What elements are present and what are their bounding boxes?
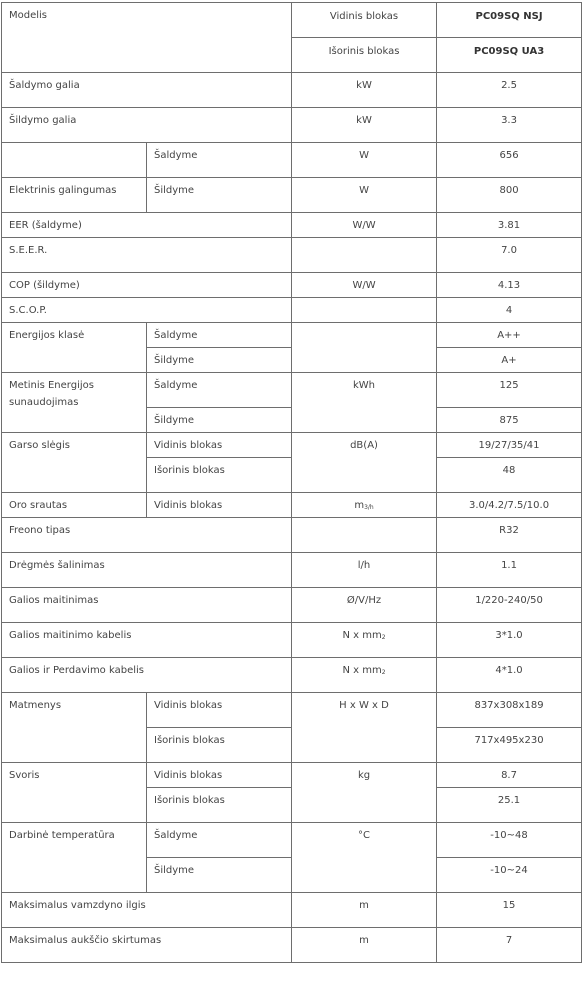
row-value: 4 <box>437 298 582 323</box>
table-row <box>2 143 582 178</box>
row-value: 3*1.0 <box>437 623 582 658</box>
row-unit: W <box>292 143 437 178</box>
row-unit: °C <box>292 823 437 893</box>
row-label: Galios maitinimo kabelis <box>2 623 292 658</box>
row-value: 25.1 <box>437 788 582 823</box>
row-label: Darbinė temperatūra <box>2 823 147 893</box>
unit-main: N x mm <box>342 630 382 641</box>
row-value: 2.5 <box>437 73 582 108</box>
row-unit-empty <box>292 298 437 323</box>
row-label: Matmenys <box>2 693 147 763</box>
row-label: S.C.O.P. <box>2 298 292 323</box>
row-value: 125 <box>437 373 582 408</box>
row-unit <box>292 658 437 693</box>
row-sublabel: Išorinis blokas <box>147 728 292 763</box>
row-label: Maksimalus aukščio skirtumas <box>2 928 292 963</box>
unit-sub: 2 <box>381 669 386 676</box>
table-row <box>2 658 582 693</box>
row-unit: m <box>292 928 437 963</box>
unit-main: N x mm <box>342 665 382 676</box>
row-unit: H x W x D <box>292 693 437 763</box>
table-row <box>2 73 582 108</box>
row-value: 7.0 <box>437 238 582 273</box>
row-value: 3.81 <box>437 213 582 238</box>
row-label: Svoris <box>2 763 147 823</box>
row-value: 1.1 <box>437 553 582 588</box>
table-row <box>2 373 582 408</box>
row-value: 48 <box>437 458 582 493</box>
row-unit: kg <box>292 763 437 823</box>
row-value: 656 <box>437 143 582 178</box>
model-label: Modelis <box>2 3 292 73</box>
row-label: Oro srautas <box>2 493 147 518</box>
indoor-model: PC09SQ NSJ <box>437 3 582 38</box>
row-label: COP (šildyme) <box>2 273 292 298</box>
table-row <box>2 588 582 623</box>
row-value: 837x308x189 <box>437 693 582 728</box>
row-unit: kW <box>292 73 437 108</box>
row-unit: kW <box>292 108 437 143</box>
row-label: Elektrinis galingumas <box>2 178 147 213</box>
row-value: 800 <box>437 178 582 213</box>
row-sublabel: Šildyme <box>147 178 292 213</box>
row-unit: l/h <box>292 553 437 588</box>
indoor-label: Vidinis blokas <box>292 3 437 38</box>
row-unit: m <box>292 893 437 928</box>
row-value: 4*1.0 <box>437 658 582 693</box>
row-value: 15 <box>437 893 582 928</box>
table-row <box>2 178 582 213</box>
row-unit-empty <box>292 518 437 553</box>
row-value: 3.0/4.2/7.5/10.0 <box>437 493 582 518</box>
row-unit: Ø/V/Hz <box>292 588 437 623</box>
unit-main: m <box>354 500 365 511</box>
row-value: 3.3 <box>437 108 582 143</box>
table-row <box>2 238 582 273</box>
row-value: 875 <box>437 408 582 433</box>
row-unit: dB(A) <box>292 433 437 493</box>
spec-table <box>1 2 582 963</box>
row-label: Galios ir Perdavimo kabelis <box>2 658 292 693</box>
row-sublabel: Vidinis blokas <box>147 763 292 788</box>
row-unit-empty <box>292 238 437 273</box>
row-unit: W/W <box>292 213 437 238</box>
row-label: Šildymo galia <box>2 108 292 143</box>
row-unit: W/W <box>292 273 437 298</box>
outdoor-model: PC09SQ UA3 <box>437 38 582 73</box>
row-sublabel: Šildyme <box>147 858 292 893</box>
row-value: 1/220-240/50 <box>437 588 582 623</box>
row-sublabel: Šaldyme <box>147 143 292 178</box>
row-sublabel: Šaldyme <box>147 373 292 408</box>
table-row <box>2 3 582 38</box>
row-label: Garso slėgis <box>2 433 147 493</box>
row-label: Metinis Energijos sunaudojimas <box>2 373 147 433</box>
row-sublabel: Vidinis blokas <box>147 693 292 728</box>
table-row <box>2 693 582 728</box>
row-label: Šaldymo galia <box>2 73 292 108</box>
row-unit: kWh <box>292 373 437 433</box>
outdoor-label: Išorinis blokas <box>292 38 437 73</box>
row-label: Energijos klasė <box>2 323 147 373</box>
row-value: R32 <box>437 518 582 553</box>
table-row <box>2 433 582 458</box>
unit-sub: 2 <box>381 634 386 641</box>
table-row <box>2 893 582 928</box>
row-label: EER (šaldyme) <box>2 213 292 238</box>
row-sublabel: Vidinis blokas <box>147 433 292 458</box>
row-unit-empty <box>292 323 437 373</box>
row-unit <box>292 493 437 518</box>
table-row <box>2 273 582 298</box>
table-row <box>2 323 582 348</box>
row-value: 8.7 <box>437 763 582 788</box>
row-label: S.E.E.R. <box>2 238 292 273</box>
table-row <box>2 823 582 858</box>
row-value: 717x495x230 <box>437 728 582 763</box>
row-value: -10~48 <box>437 823 582 858</box>
table-row <box>2 493 582 518</box>
row-sublabel: Vidinis blokas <box>147 493 292 518</box>
row-unit <box>292 623 437 658</box>
table-row <box>2 928 582 963</box>
row-label: Galios maitinimas <box>2 588 292 623</box>
row-sublabel: Šildyme <box>147 348 292 373</box>
row-sublabel: Šildyme <box>147 408 292 433</box>
row-sublabel: Išorinis blokas <box>147 788 292 823</box>
row-sublabel: Šaldyme <box>147 323 292 348</box>
table-row <box>2 298 582 323</box>
row-value: 7 <box>437 928 582 963</box>
row-unit: W <box>292 178 437 213</box>
table-row <box>2 763 582 788</box>
row-label: Drėgmės šalinimas <box>2 553 292 588</box>
table-row <box>2 108 582 143</box>
table-row <box>2 623 582 658</box>
row-value: -10~24 <box>437 858 582 893</box>
table-row <box>2 553 582 588</box>
row-value: A++ <box>437 323 582 348</box>
row-label-empty <box>2 143 147 178</box>
row-value: 19/27/35/41 <box>437 433 582 458</box>
row-value: A+ <box>437 348 582 373</box>
unit-sub: 3/h <box>364 504 374 511</box>
row-label: Maksimalus vamzdyno ilgis <box>2 893 292 928</box>
row-sublabel: Šaldyme <box>147 823 292 858</box>
table-row <box>2 213 582 238</box>
row-label: Freono tipas <box>2 518 292 553</box>
row-value: 4.13 <box>437 273 582 298</box>
table-row <box>2 518 582 553</box>
row-sublabel: Išorinis blokas <box>147 458 292 493</box>
